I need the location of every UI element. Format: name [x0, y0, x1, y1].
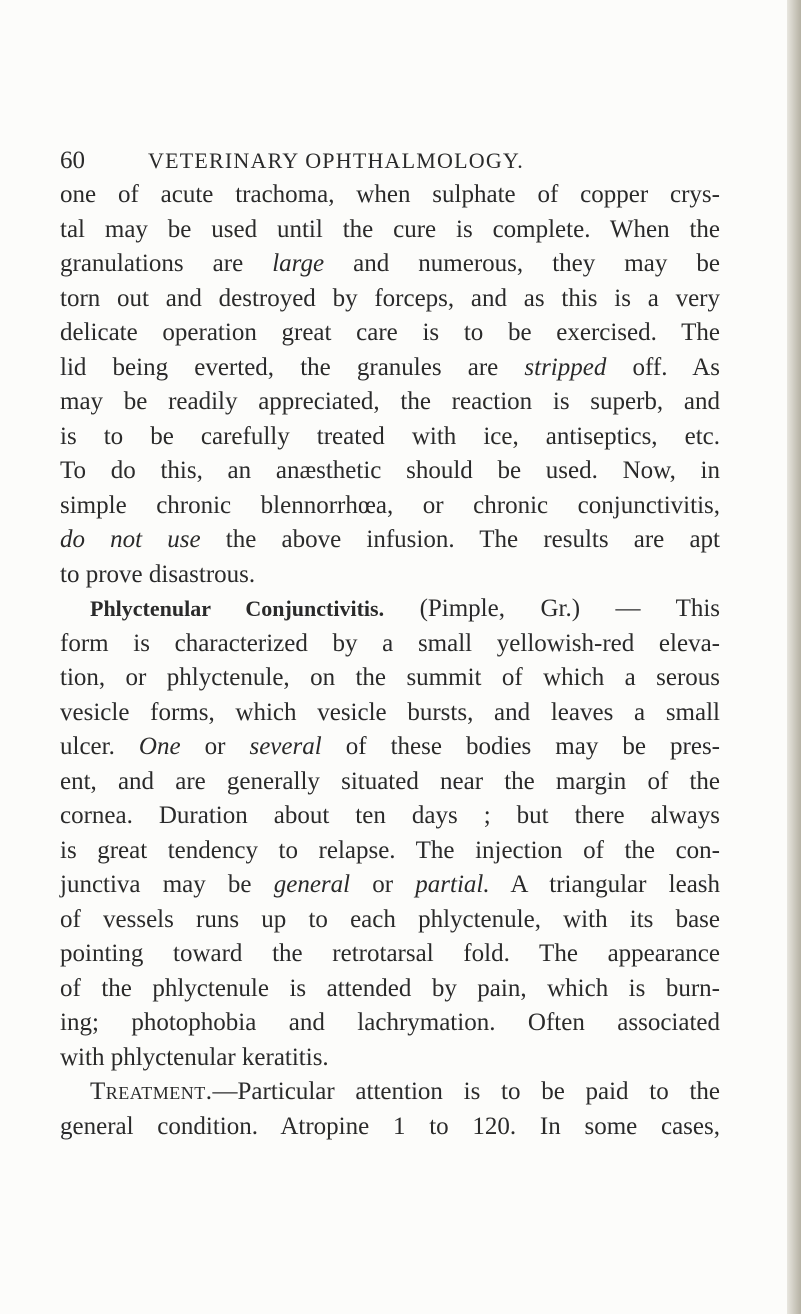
text-line: of vessels runs up to each phlyctenule, with its base — [60, 905, 720, 933]
text-line: To do this, an anæsthetic should be used. Now, in — [60, 457, 720, 484]
text-line: ing; photophobia and lachrymation. Often associated — [60, 1009, 720, 1036]
text-line: do not use the above infusion. The results are apt — [60, 526, 720, 553]
page-edge-shadow — [787, 0, 801, 1314]
emphasis: partial. — [415, 871, 490, 898]
text-line: tal may be used until the cure is complete. When the — [60, 215, 720, 243]
page-header — [60, 144, 720, 178]
running-title: VETERINARY OPHTHALMOLOGY. — [148, 148, 524, 173]
text-line: torn out and destroyed by forceps, and as this is a very — [60, 284, 720, 312]
text-line: delicate operation great care is to be exercised. The — [60, 319, 720, 346]
text-line: may be readily appreciated, the reaction is superb, and — [60, 388, 720, 415]
text-line: with phlyctenular keratitis. — [60, 1043, 329, 1071]
emphasis: stripped — [524, 353, 607, 381]
section-heading: Phlyctenular Conjunctivitis. — [90, 596, 385, 621]
text-line: one of acute trachoma, when sulphate of copper crys- — [60, 181, 720, 208]
section-heading-line: Phlyctenular Conjunctivitis. (Pimple, Gr.) — This — [90, 595, 721, 622]
treatment-heading: Treatment. — [90, 1078, 213, 1105]
text-line: form is characterized by a small yellowish-red eleva- — [60, 629, 720, 657]
emphasis: general — [273, 871, 351, 898]
text-line: to prove disastrous. — [60, 560, 256, 588]
text-line: of the phlyctenule is attended by pain, which is burn- — [60, 974, 720, 1002]
emphasis: One — [138, 733, 181, 760]
text-line: ulcer. One or several of these bodies may be pres- — [60, 733, 721, 760]
page-number: 60 — [60, 147, 85, 174]
text-line: general condition. Atropine 1 to 120. In some cases, — [60, 1112, 720, 1140]
emphasis: do not use — [60, 526, 201, 553]
text-line: lid being everted, the granules are stripped off. As — [60, 353, 720, 381]
text-line: is to be carefully treated with ice, antiseptics, etc. — [60, 422, 720, 450]
text-line: ent, and are generally situated near the margin of the — [60, 767, 720, 795]
body-text — [60, 178, 720, 1144]
text-line: cornea. Duration about ten days ; but there always — [60, 802, 720, 829]
section-heading-line: Treatment.—Particular attention is to be paid to the — [90, 1078, 720, 1105]
emphasis: several — [249, 733, 322, 760]
text-line: is great tendency to relapse. The injection of the con- — [60, 836, 720, 864]
emphasis: large — [272, 250, 325, 277]
text-line: vesicle forms, which vesicle bursts, and leaves a small — [60, 698, 720, 726]
text-line: granulations are large and numerous, they may be — [60, 250, 721, 277]
text-line: simple chronic blennorrhœa, or chronic conjunctivitis, — [60, 491, 720, 519]
text-line: pointing toward the retrotarsal fold. The appearance — [60, 940, 720, 967]
text-line: tion, or phlyctenule, on the summit of which a serous — [60, 664, 720, 691]
text-line: junctiva may be general or partial. A triangular leash — [60, 871, 721, 898]
